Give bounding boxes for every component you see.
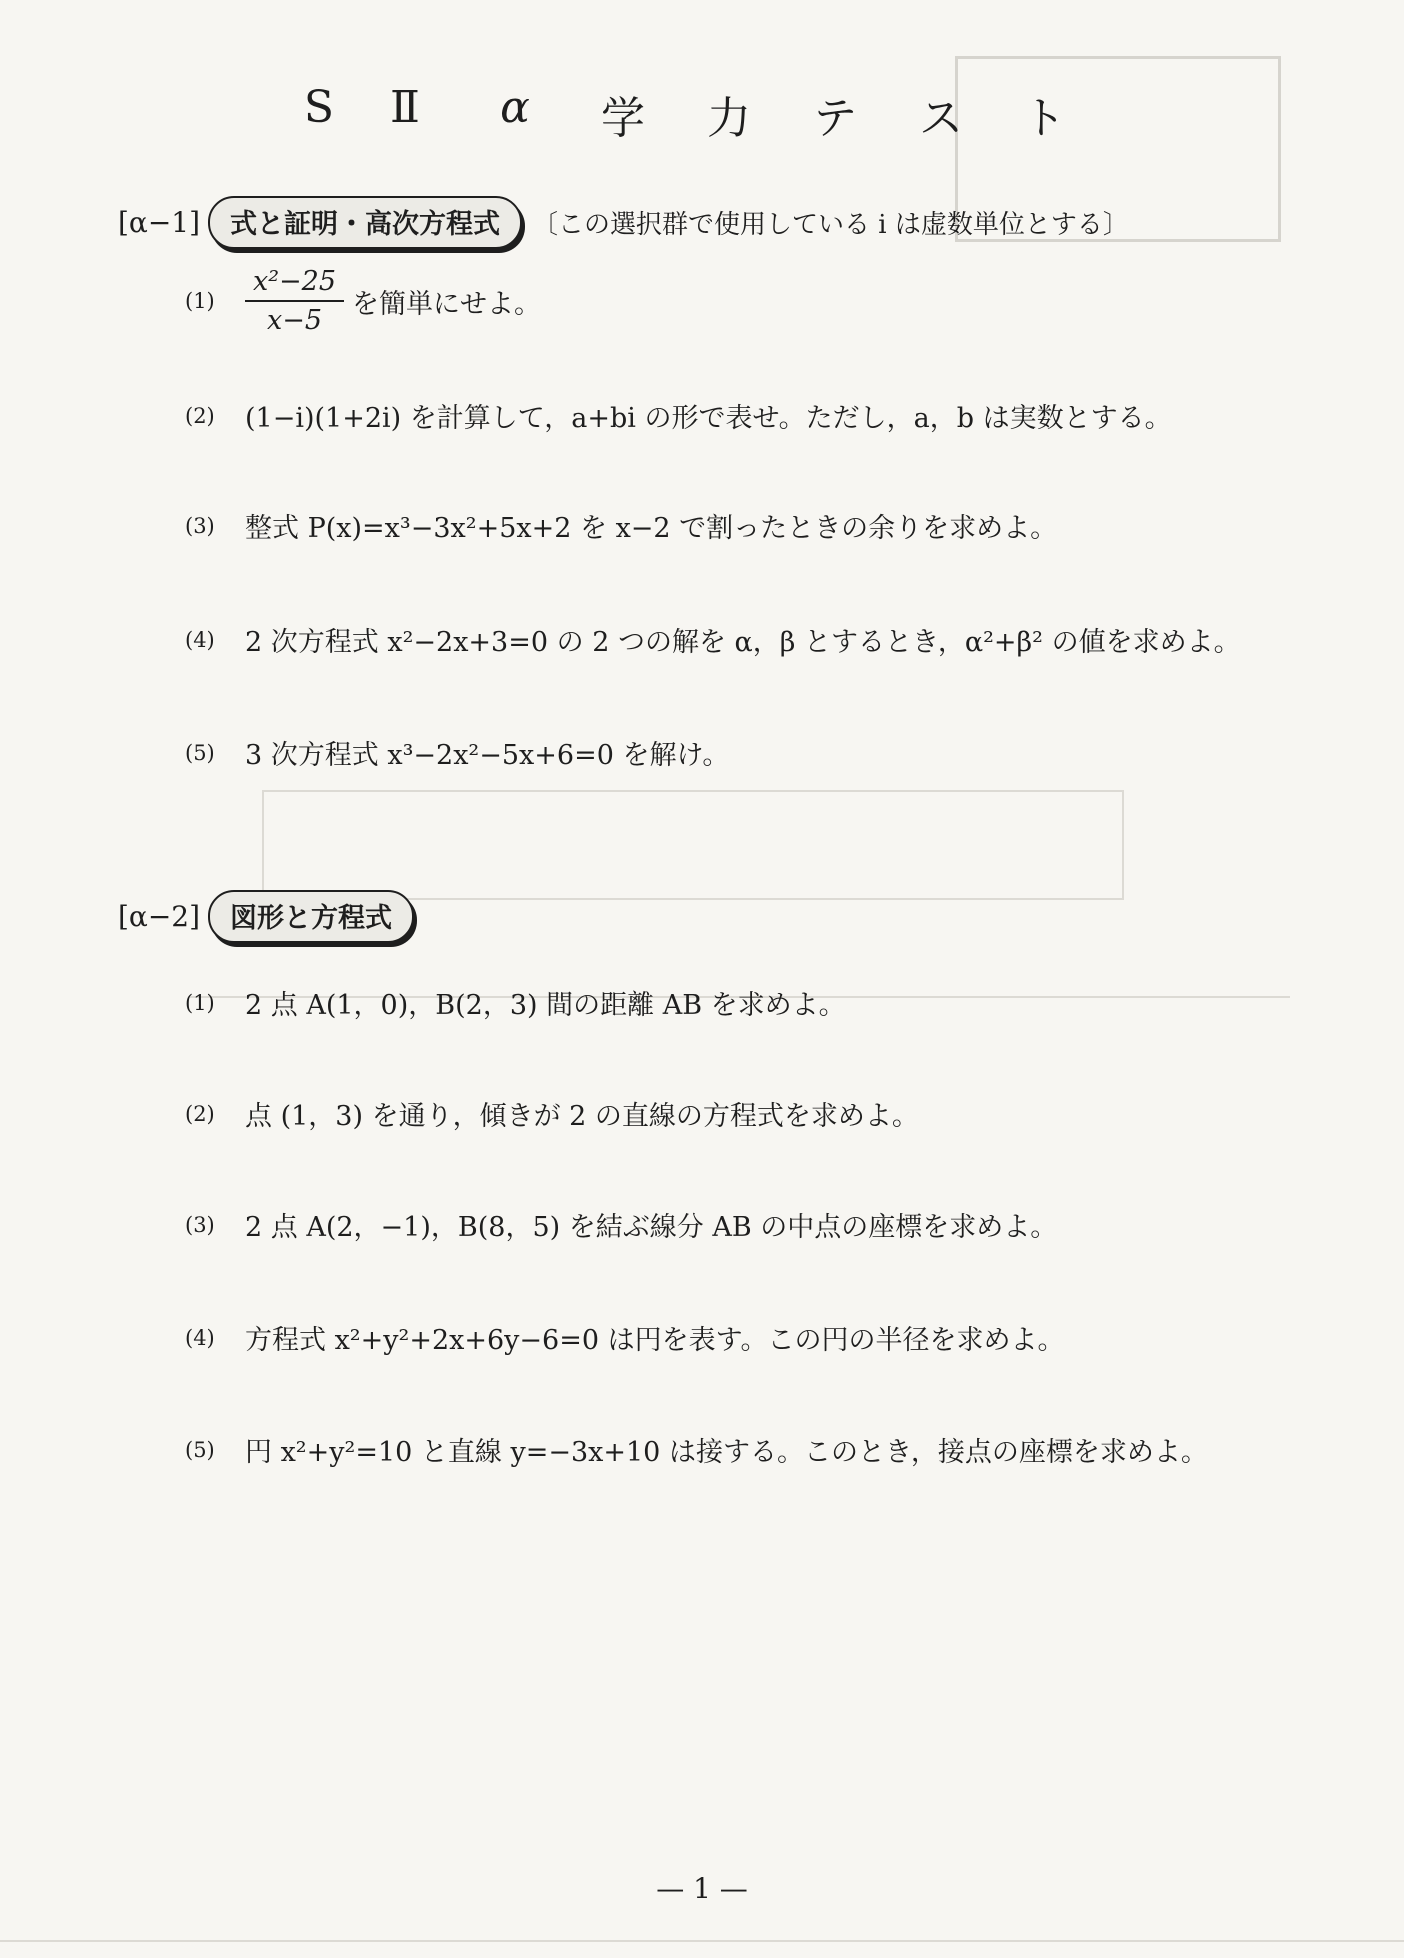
question-text: 整式 P(x)=x³−3x²+5x+2 を x−2 で割ったときの余りを求めよ。 — [245, 513, 1058, 544]
question-number: (5) — [185, 1437, 215, 1462]
question-number: (4) — [185, 1325, 215, 1350]
ghost-bottom-line — [0, 1940, 1404, 1942]
question-text: 2 点 A(1，0)，B(2，3) 間の距離 AB を求めよ。 — [245, 990, 846, 1021]
question-text: 方程式 x²+y²+2x+6y−6=0 は円を表す。この円の半径を求めよ。 — [245, 1325, 1065, 1356]
question-text: 3 次方程式 x³−2x²−5x+6=0 を解け。 — [245, 740, 730, 771]
section-2-label: [α−2] — [118, 900, 201, 933]
question-1-2 — [185, 396, 1172, 435]
section-1-label: [α−1] — [118, 206, 201, 239]
fraction-numerator: x²−25 — [245, 266, 344, 302]
question-number: (2) — [185, 403, 215, 428]
question-2-1 — [185, 983, 846, 1022]
question-text: 円 x²+y²=10 と直線 y=−3x+10 は接する。このとき，接点の座標を求めよ。 — [245, 1437, 1208, 1468]
question-text: を簡単にせよ。 — [352, 288, 542, 320]
question-number: (3) — [185, 513, 215, 538]
ghost-name-box — [262, 790, 1124, 900]
section-1-header — [118, 196, 1129, 249]
question-text: 点 (1，3) を通り，傾きが 2 の直線の方程式を求めよ。 — [245, 1101, 919, 1132]
title-char: 力 — [707, 93, 751, 144]
question-text: 2 次方程式 x²−2x+3=0 の 2 つの解を α，β とするとき，α²+β² の値を求めよ。 — [245, 627, 1241, 658]
title-char: ト — [1022, 93, 1066, 144]
title-char: ス — [919, 93, 963, 144]
fraction-denominator: x−5 — [267, 305, 323, 336]
question-1-4 — [185, 620, 1241, 659]
title-char: 学 — [601, 93, 645, 144]
question-number: (5) — [185, 740, 215, 765]
page-number: — 1 — — [656, 1872, 748, 1905]
question-2-3 — [185, 1205, 1057, 1244]
question-2-2 — [185, 1094, 919, 1133]
question-number: (1) — [185, 990, 215, 1015]
section-1-topic: 式と証明・高次方程式 — [208, 196, 522, 249]
section-1-note: 〔この選択群で使用している i は虚数単位とする〕 — [532, 210, 1129, 240]
question-number: (2) — [185, 1101, 215, 1126]
question-number: (4) — [185, 627, 215, 652]
fraction — [245, 266, 344, 336]
section-2-header — [118, 890, 414, 943]
question-text: (1−i)(1+2i) を計算して，a+bi の形で表せ。ただし，a，b は実数とする。 — [245, 403, 1172, 434]
question-number: (3) — [185, 1212, 215, 1237]
title-char: S — [303, 82, 335, 133]
title-char: α — [500, 82, 530, 133]
question-2-4 — [185, 1318, 1064, 1357]
title-char: テ — [813, 93, 857, 144]
question-1-5 — [185, 733, 729, 772]
question-1-1 — [185, 266, 541, 336]
question-1-3 — [185, 506, 1057, 545]
question-text: 2 点 A(2，−1)，B(8，5) を結ぶ線分 AB の中点の座標を求めよ。 — [245, 1212, 1058, 1243]
page-title — [288, 82, 1094, 146]
section-2-topic: 図形と方程式 — [208, 890, 414, 943]
question-number: (1) — [185, 289, 215, 313]
question-2-5 — [185, 1430, 1208, 1469]
title-char: Ⅱ — [390, 82, 420, 133]
